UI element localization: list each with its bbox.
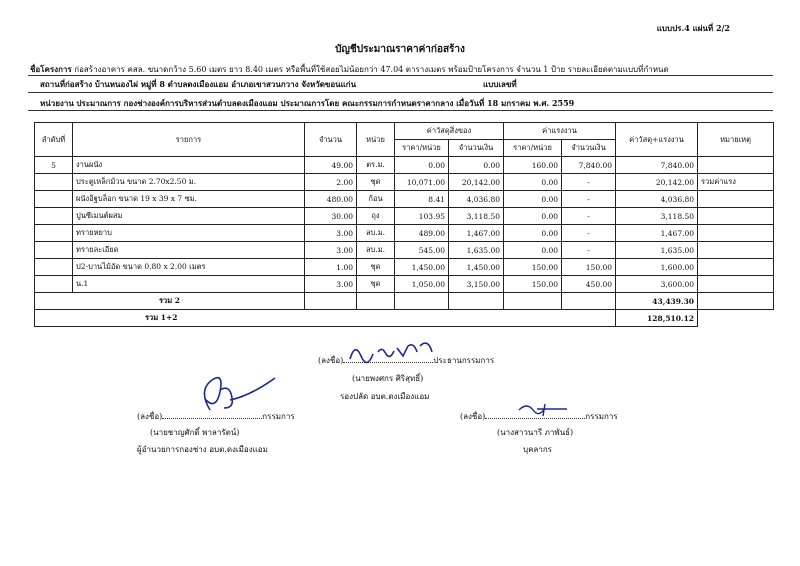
table-row bbox=[35, 191, 774, 208]
divider bbox=[28, 110, 773, 111]
row-qty: 3.00 bbox=[305, 242, 357, 259]
grand-total-value: 128,510.12 bbox=[616, 310, 698, 327]
sign-prefix: (ลงชื่อ) bbox=[318, 356, 344, 365]
header-no: ลำดับที่ bbox=[35, 123, 73, 157]
row-no bbox=[35, 225, 73, 242]
row-qty: 49.00 bbox=[305, 157, 357, 174]
row-material-amount: 1,467.00 bbox=[449, 225, 504, 242]
header-material-amount: จำนวนเงิน bbox=[449, 140, 504, 157]
row-item: ปูนซีเมนต์ผสม bbox=[73, 208, 305, 225]
row-unit: ก้อน bbox=[357, 191, 395, 208]
row-labor-amount: 7,840.00 bbox=[562, 157, 616, 174]
row-remark bbox=[698, 157, 774, 174]
row-remark bbox=[698, 191, 774, 208]
member1-signature-mark bbox=[190, 370, 280, 420]
row-remark bbox=[698, 242, 774, 259]
sign-prefix: (ลงชื่อ) bbox=[137, 412, 163, 421]
row-unit: ถุง bbox=[357, 208, 395, 225]
table-row bbox=[35, 208, 774, 225]
table-row bbox=[35, 276, 774, 293]
row-labor-price: 150.00 bbox=[504, 259, 562, 276]
row-material-price: 103.95 bbox=[395, 208, 449, 225]
header-remark: หมายเหตุ bbox=[698, 123, 774, 157]
row-labor-price: 0.00 bbox=[504, 174, 562, 191]
agency-text: ประมาณการ กองช่างองค์การบริหารส่วนตำบลดงเมืองแอม ประมาณการโดย คณะกรรมการกำหนดราคากลาง เมื่อวันที่ 18 มกราคม พ.ศ. 2559 bbox=[76, 98, 575, 108]
subtotal-value: 43,439.30 bbox=[616, 293, 698, 310]
row-qty: 3.00 bbox=[305, 276, 357, 293]
row-labor-price: 160.00 bbox=[504, 157, 562, 174]
row-labor-price: 150.00 bbox=[504, 276, 562, 293]
agency-line bbox=[40, 97, 574, 110]
row-remark bbox=[698, 208, 774, 225]
table-row bbox=[35, 225, 774, 242]
location-label: สถานที่ก่อสร้าง bbox=[40, 79, 93, 89]
row-remark bbox=[698, 225, 774, 242]
row-material-amount: 1,635.00 bbox=[449, 242, 504, 259]
row-labor-amount: 450.00 bbox=[562, 276, 616, 293]
row-remark bbox=[698, 276, 774, 293]
row-material-amount: 0.00 bbox=[449, 157, 504, 174]
member2-role: กรรมการ bbox=[585, 412, 618, 421]
row-unit: ลบ.ม. bbox=[357, 225, 395, 242]
row-total: 1,635.00 bbox=[616, 242, 698, 259]
row-material-price: 8.41 bbox=[395, 191, 449, 208]
row-unit: ชุด bbox=[357, 174, 395, 191]
member2-signature-mark bbox=[515, 398, 575, 418]
row-unit: ตร.ม. bbox=[357, 157, 395, 174]
grand-total-label: รวม 1+2 bbox=[35, 310, 616, 327]
table-row bbox=[35, 259, 774, 276]
subtotal-label: รวม 2 bbox=[35, 293, 305, 310]
row-total: 7,840.00 bbox=[616, 157, 698, 174]
row-qty: 30.00 bbox=[305, 208, 357, 225]
row-labor-amount: - bbox=[562, 242, 616, 259]
row-material-amount: 1,450.00 bbox=[449, 259, 504, 276]
row-no bbox=[35, 191, 73, 208]
member1-role: กรรมการ bbox=[262, 412, 295, 421]
row-labor-price: 0.00 bbox=[504, 208, 562, 225]
row-labor-amount: - bbox=[562, 174, 616, 191]
grand-total-row bbox=[35, 310, 774, 327]
member2-position: บุคลากร bbox=[523, 445, 552, 454]
row-total: 20,142.00 bbox=[616, 174, 698, 191]
cost-table bbox=[34, 122, 774, 327]
row-labor-amount: - bbox=[562, 208, 616, 225]
subtotal-row bbox=[35, 293, 774, 310]
document-title: บัญชีประมาณราคาค่าก่อสร้าง bbox=[335, 44, 465, 55]
location-text: บ้านหนองไผ่ หมู่ที่ 8 ตำบลดงเมืองแอม อำเภอเขาสวนกวาง จังหวัดขอนแก่น bbox=[94, 79, 357, 89]
row-total: 3,600.00 bbox=[616, 276, 698, 293]
chair-name: (นายพงศกร ศิริสุทธิ์) bbox=[352, 374, 424, 383]
row-material-price: 0.00 bbox=[395, 157, 449, 174]
row-material-price: 1,050.00 bbox=[395, 276, 449, 293]
row-unit: ลบ.ม. bbox=[357, 242, 395, 259]
divider bbox=[28, 75, 773, 76]
row-no bbox=[35, 276, 73, 293]
row-material-amount: 3,150.00 bbox=[449, 276, 504, 293]
form-code: แบบปร.4 แผ่นที่ 2/2 bbox=[656, 23, 730, 33]
row-material-price: 489.00 bbox=[395, 225, 449, 242]
project-label: ชื่อโครงการ bbox=[30, 64, 72, 74]
row-no bbox=[35, 259, 73, 276]
table-row bbox=[35, 157, 774, 174]
divider bbox=[28, 92, 773, 93]
header-unit: หน่วย bbox=[357, 123, 395, 157]
row-labor-price: 0.00 bbox=[504, 225, 562, 242]
table-row bbox=[35, 242, 774, 259]
row-no bbox=[35, 242, 73, 259]
header-qty: จำนวน bbox=[305, 123, 357, 157]
row-no bbox=[35, 208, 73, 225]
row-total: 3,118.50 bbox=[616, 208, 698, 225]
row-item: ป2-บานไม้อัด ขนาด 0.80 x 2.00 เมตร bbox=[73, 259, 305, 276]
sign-prefix: (ลงชื่อ) bbox=[460, 412, 486, 421]
table-row bbox=[35, 174, 774, 191]
row-qty: 1.00 bbox=[305, 259, 357, 276]
row-total: 1,467.00 bbox=[616, 225, 698, 242]
header-labor-unit-price: ราคา/หน่วย bbox=[504, 140, 562, 157]
header-material-unit-price: ราคา/หน่วย bbox=[395, 140, 449, 157]
row-no: 5 bbox=[35, 157, 73, 174]
project-text: ก่อสร้างอาคาร คสล. ขนาดกว้าง 5.60 เมตร ยาว 8.40 เมตร หรือพื้นที่ใช้สอยไม่น้อยกว่า 47.04 ตารางเมตร พร้อมป้ายโครงการ จำนวน 1 ป้าย รายละเอียดตามแบบที่กำหนด bbox=[74, 65, 669, 74]
header-item: รายการ bbox=[73, 123, 305, 157]
row-qty: 2.00 bbox=[305, 174, 357, 191]
row-material-amount: 3,118.50 bbox=[449, 208, 504, 225]
row-qty: 480.00 bbox=[305, 191, 357, 208]
row-total: 1,600.00 bbox=[616, 259, 698, 276]
row-total: 4,036.80 bbox=[616, 191, 698, 208]
chair-position: รองปลัด อบต.ดงเมืองแอม bbox=[340, 392, 430, 401]
header-material: ค่าวัสดุสิ่งของ bbox=[395, 123, 504, 140]
member1-name: (นายชาญศักดิ์ พาลารัตน์) bbox=[150, 428, 240, 437]
row-qty: 3.00 bbox=[305, 225, 357, 242]
agency-label: หน่วยงาน bbox=[40, 98, 74, 108]
row-labor-amount: 150.00 bbox=[562, 259, 616, 276]
row-remark bbox=[698, 259, 774, 276]
row-item: ประตูเหล็กม้วน ขนาด 2.70x2.50 ม. bbox=[73, 174, 305, 191]
row-material-amount: 4,036.80 bbox=[449, 191, 504, 208]
header-labor: ค่าแรงงาน bbox=[504, 123, 616, 140]
row-labor-amount: - bbox=[562, 225, 616, 242]
chair-role: ประธานกรรมการ bbox=[433, 356, 495, 365]
row-unit: ชุด bbox=[357, 276, 395, 293]
row-labor-amount: - bbox=[562, 191, 616, 208]
row-item: งานผนัง bbox=[73, 157, 305, 174]
row-remark: รวมค่าแรง bbox=[698, 174, 774, 191]
member1-position: ผู้อำนวยการกองช่าง อบต.ดงเมืองแอม bbox=[137, 445, 268, 454]
header-total: ค่าวัสดุ+แรงงาน bbox=[616, 123, 698, 157]
header-labor-amount: จำนวนเงิน bbox=[562, 140, 616, 157]
row-unit: ชุด bbox=[357, 259, 395, 276]
row-labor-price: 0.00 bbox=[504, 191, 562, 208]
location-line bbox=[40, 78, 356, 91]
row-item: น.1 bbox=[73, 276, 305, 293]
row-material-price: 545.00 bbox=[395, 242, 449, 259]
row-material-amount: 20,142.00 bbox=[449, 174, 504, 191]
chair-signature-mark bbox=[345, 334, 445, 364]
row-material-price: 10,071.00 bbox=[395, 174, 449, 191]
member2-name: (นางสาวนารี ภาพันธ์) bbox=[497, 428, 574, 437]
row-item: ทรายละเอียด bbox=[73, 242, 305, 259]
row-material-price: 1,450.00 bbox=[395, 259, 449, 276]
row-item: ทรายหยาบ bbox=[73, 225, 305, 242]
row-no bbox=[35, 174, 73, 191]
plan-number-label: แบบเลขที่ bbox=[483, 79, 517, 89]
row-labor-price: 0.00 bbox=[504, 242, 562, 259]
row-item: ผนังอิฐบล็อก ขนาด 19 x 39 x 7 ซม. bbox=[73, 191, 305, 208]
